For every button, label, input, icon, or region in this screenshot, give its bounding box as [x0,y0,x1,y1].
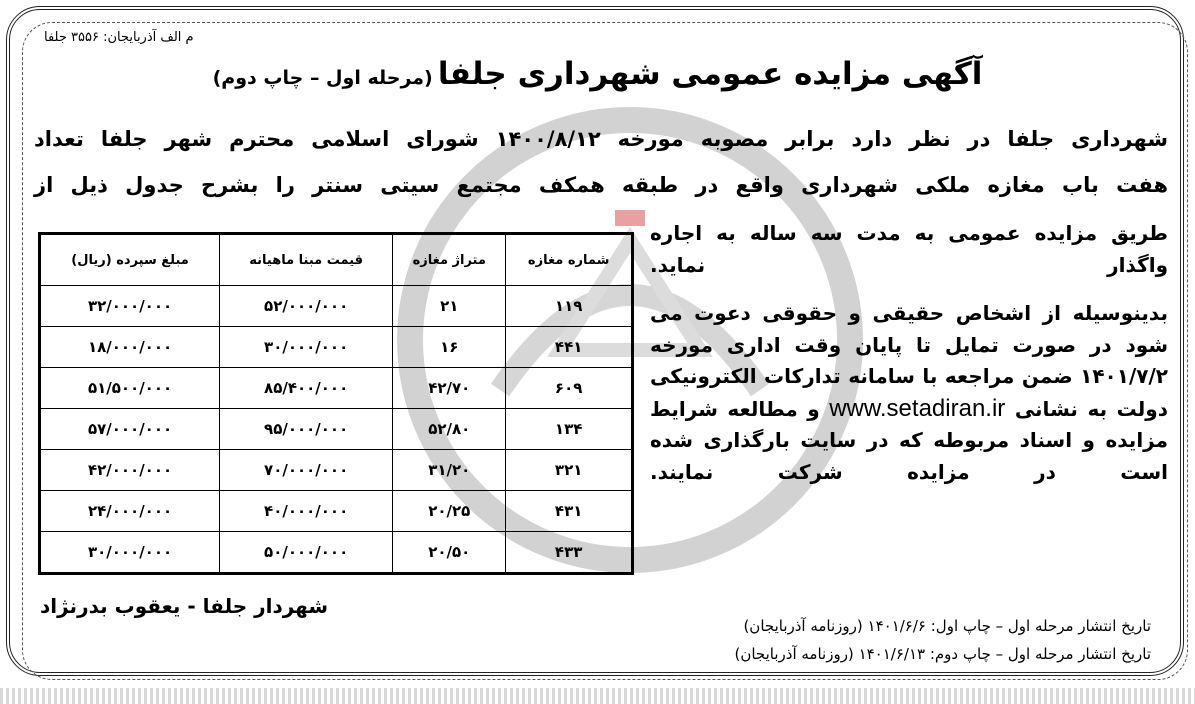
cell-base-price: ۹۵/۰۰۰/۰۰۰ [220,409,393,450]
cell-base-price: ۵۲/۰۰۰/۰۰۰ [220,286,393,327]
side-paragraph-2 [650,298,1168,488]
title-subtitle: (مرحله اول – چاپ دوم) [212,67,433,89]
table-row [40,409,633,450]
title-main: آگهی مزایده عمومی شهرداری جلفا [437,56,983,92]
mayor-signature: شهردار جلفا - یعقوب بدرنژاد [40,594,329,618]
bottom-dotted-strip [0,688,1195,704]
date-first-print: تاریخ انتشار مرحله اول – چاپ اول: ۱۴۰۱/۶/۶ (روزنامه آذربایجان) [743,617,1151,635]
cell-base-price: ۳۰/۰۰۰/۰۰۰ [220,327,393,368]
cell-shop-area: ۲۰/۲۵ [393,491,506,532]
side-paragraph-2-tail: و مطالعه شرایط مزایده و اسناد مربوطه که در سایت بارگذاری شده است در مزایده شرکت نمایند. [650,396,1168,484]
side-paragraph-2-text: بدینوسیله از اشخاص حقیقی و حقوقی دعوت می شود در صورت تمایل تا پایان وقت اداری مورخه ۱۴۰۱/۷/۲ ضمن مراجعه با سامانه تدارکات الکترونیکی دولت به نشانی [650,301,1168,421]
col-shop-area: متراژ مغازه [393,234,506,286]
shops-table [38,232,634,575]
cell-deposit: ۵۱/۵۰۰/۰۰۰ [40,368,220,409]
cell-base-price: ۵۰/۰۰۰/۰۰۰ [220,532,393,574]
table-row [40,327,633,368]
cell-shop-area: ۲۰/۵۰ [393,532,506,574]
cell-shop-number: ۱۳۴ [506,409,633,450]
body-line-1: شهرداری جلفا در نظر دارد برابر مصوبه مورخه ۱۴۰۰/۸/۱۲ شورای اسلامی محترم شهر جلفا تعداد [34,127,1168,151]
cell-shop-area: ۴۲/۷۰ [393,368,506,409]
table-header-row [40,234,633,286]
table-row [40,450,633,491]
cell-deposit: ۳۰/۰۰۰/۰۰۰ [40,532,220,574]
col-shop-number: شماره مغازه [506,234,633,286]
date-second-print: تاریخ انتشار مرحله اول – چاپ دوم: ۱۴۰۱/۶/۱۳ (روزنامه آذربایجان) [734,645,1151,663]
col-base-price: قیمت مبنا ماهیانه [220,234,393,286]
cell-base-price: ۸۵/۴۰۰/۰۰۰ [220,368,393,409]
ad-reference-code: م الف آذربایجان: ۳۵۵۶ جلفا [44,30,194,45]
cell-deposit: ۱۸/۰۰۰/۰۰۰ [40,327,220,368]
cell-shop-number: ۴۴۱ [506,327,633,368]
cell-shop-area: ۲۱ [393,286,506,327]
cell-shop-area: ۳۱/۲۰ [393,450,506,491]
cell-shop-number: ۳۲۱ [506,450,633,491]
side-paragraph-1: طریق مزایده عمومی به مدت سه ساله به اجاره واگذار نماید. [650,221,1168,277]
cell-base-price: ۷۰/۰۰۰/۰۰۰ [220,450,393,491]
cell-shop-area: ۵۲/۸۰ [393,409,506,450]
cell-deposit: ۲۴/۰۰۰/۰۰۰ [40,491,220,532]
cell-deposit: ۵۷/۰۰۰/۰۰۰ [40,409,220,450]
table-row [40,491,633,532]
table-row [40,368,633,409]
cell-shop-number: ۱۱۹ [506,286,633,327]
col-deposit: مبلغ سپرده (ریال) [40,234,220,286]
cell-deposit: ۳۲/۰۰۰/۰۰۰ [40,286,220,327]
cell-shop-area: ۱۶ [393,327,506,368]
publication-dates [734,612,1151,668]
table-row [40,286,633,327]
cell-shop-number: ۴۳۱ [506,491,633,532]
cell-base-price: ۴۰/۰۰۰/۰۰۰ [220,491,393,532]
table-row [40,532,633,574]
cell-deposit: ۴۲/۰۰۰/۰۰۰ [40,450,220,491]
page-title [0,56,1195,92]
cell-shop-number: ۶۰۹ [506,368,633,409]
setadiran-link[interactable]: www.setadiran.ir [829,394,1006,422]
cell-shop-number: ۴۳۳ [506,532,633,574]
body-line-2: هفت باب مغازه ملکی شهرداری واقع در طبقه همکف مجتمع سیتی سنتر را بشرح جدول ذیل از [34,173,1168,197]
